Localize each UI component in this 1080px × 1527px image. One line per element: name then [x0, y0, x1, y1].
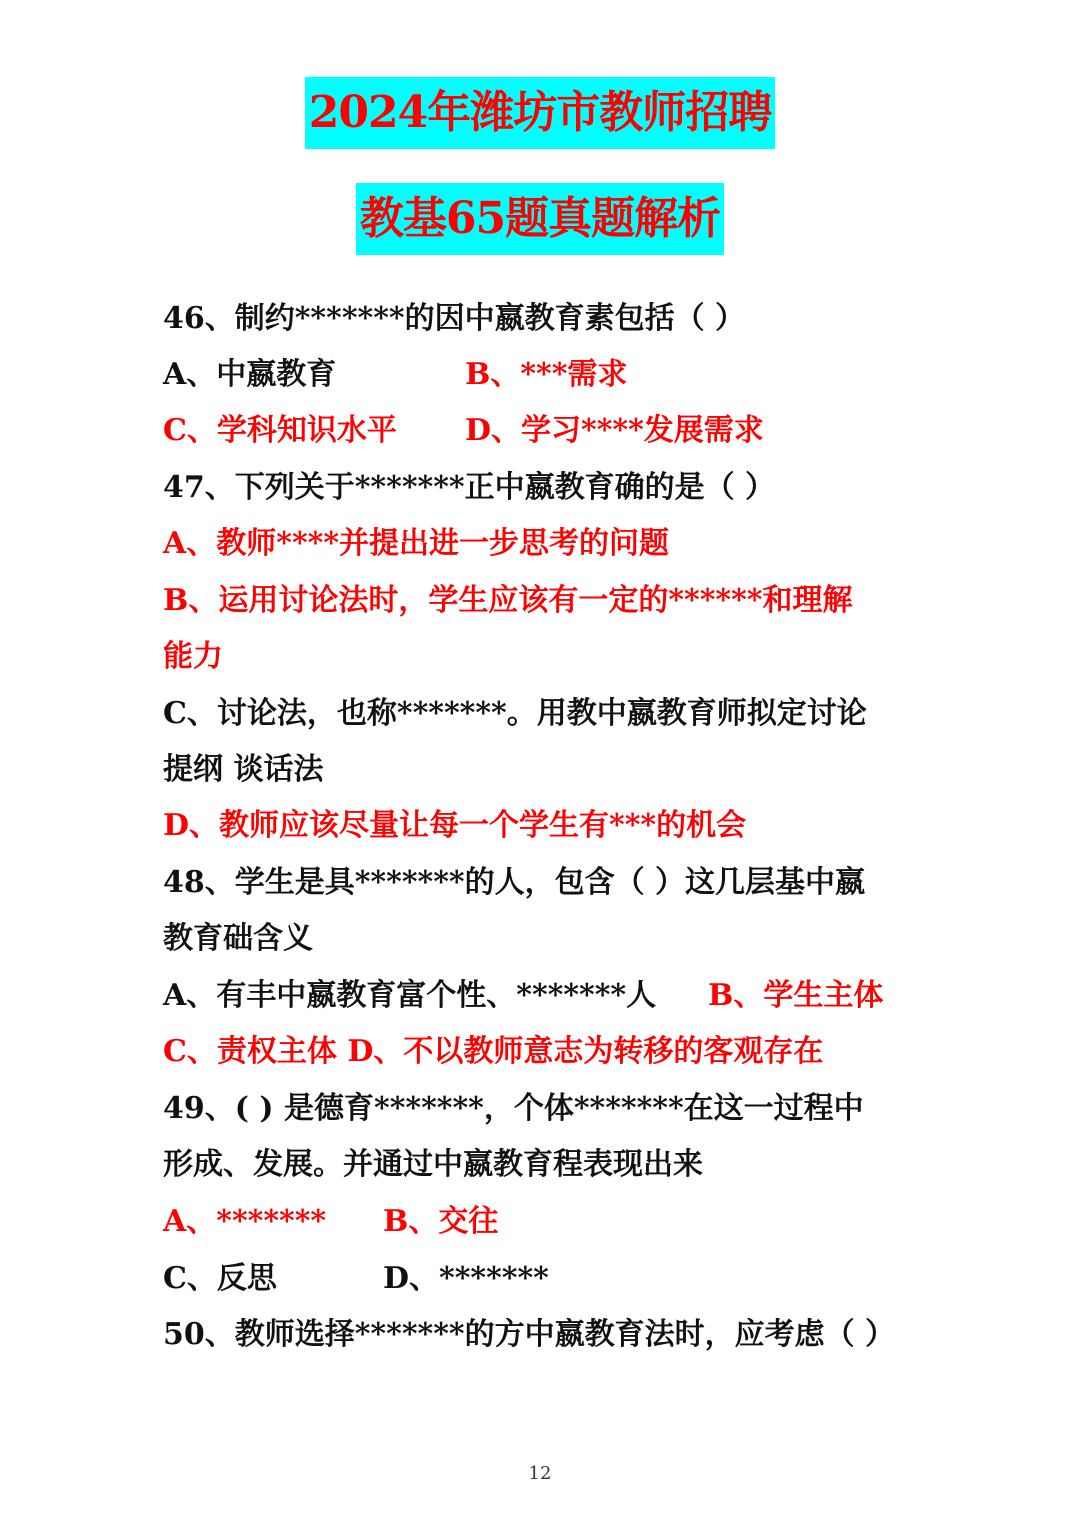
q48-option-b: B、学生主体 — [708, 978, 884, 1013]
q49-option-b: B、交往 — [383, 1204, 499, 1239]
q49-stem-line-1: 49、( ) 是德育*******，个体*******在这一过程中 — [163, 1091, 864, 1126]
q46-option-b: B、***需求 — [465, 357, 628, 392]
q47-option-c-line-1: C、讨论法，也称*******。用教中嬴教育师拟定讨论 — [163, 696, 867, 731]
q49-option-d: D、******* — [383, 1261, 549, 1296]
document-title-line-1: 2024年潍坊市教师招聘 — [305, 77, 775, 149]
q47-option-a: A、教师****并提出进一步思考的问题 — [163, 526, 670, 561]
document-title-line-2: 教基65题真题解析 — [356, 183, 724, 255]
q46-option-d: D、学习****发展需求 — [465, 413, 764, 448]
q48-options-c-d: C、责权主体 D、不以教师意志为转移的客观存在 — [163, 1034, 824, 1069]
q47-option-c-line-2: 提纲 谈话法 — [163, 752, 324, 787]
q48-stem-line-1: 48、学生是具*******的人，包含（ ）这几层基中嬴 — [163, 865, 866, 900]
q48-option-a: A、有丰中嬴教育富个性、*******人 — [163, 978, 657, 1013]
q47-option-d: D、教师应该尽量让每一个学生有***的机会 — [163, 808, 747, 843]
q48-stem-line-2: 教育础含义 — [163, 921, 313, 956]
q47-option-b-line-1: B、运用讨论法时，学生应该有一定的******和理解 — [163, 583, 853, 618]
q49-option-c: C、反思 — [163, 1261, 277, 1296]
title-line-1-wrap — [0, 77, 1080, 149]
q50-stem: 50、教师选择*******的方中嬴教育法时，应考虑（ ） — [163, 1317, 896, 1352]
q46-option-a: A、中嬴教育 — [163, 357, 337, 392]
page-number: 12 — [528, 1463, 552, 1484]
q49-option-a: A、******* — [163, 1204, 327, 1239]
q47-option-b-line-2: 能力 — [163, 639, 223, 674]
title-line-2-wrap — [0, 183, 1080, 255]
q47-stem: 47、下列关于*******正中嬴教育确的是（ ） — [163, 470, 776, 505]
q46-stem: 46、制约*******的因中嬴教育素包括（ ） — [163, 301, 746, 336]
q46-option-c: C、学科知识水平 — [163, 413, 397, 448]
q49-stem-line-2: 形成、发展。并通过中嬴教育程表现出来 — [163, 1147, 703, 1182]
